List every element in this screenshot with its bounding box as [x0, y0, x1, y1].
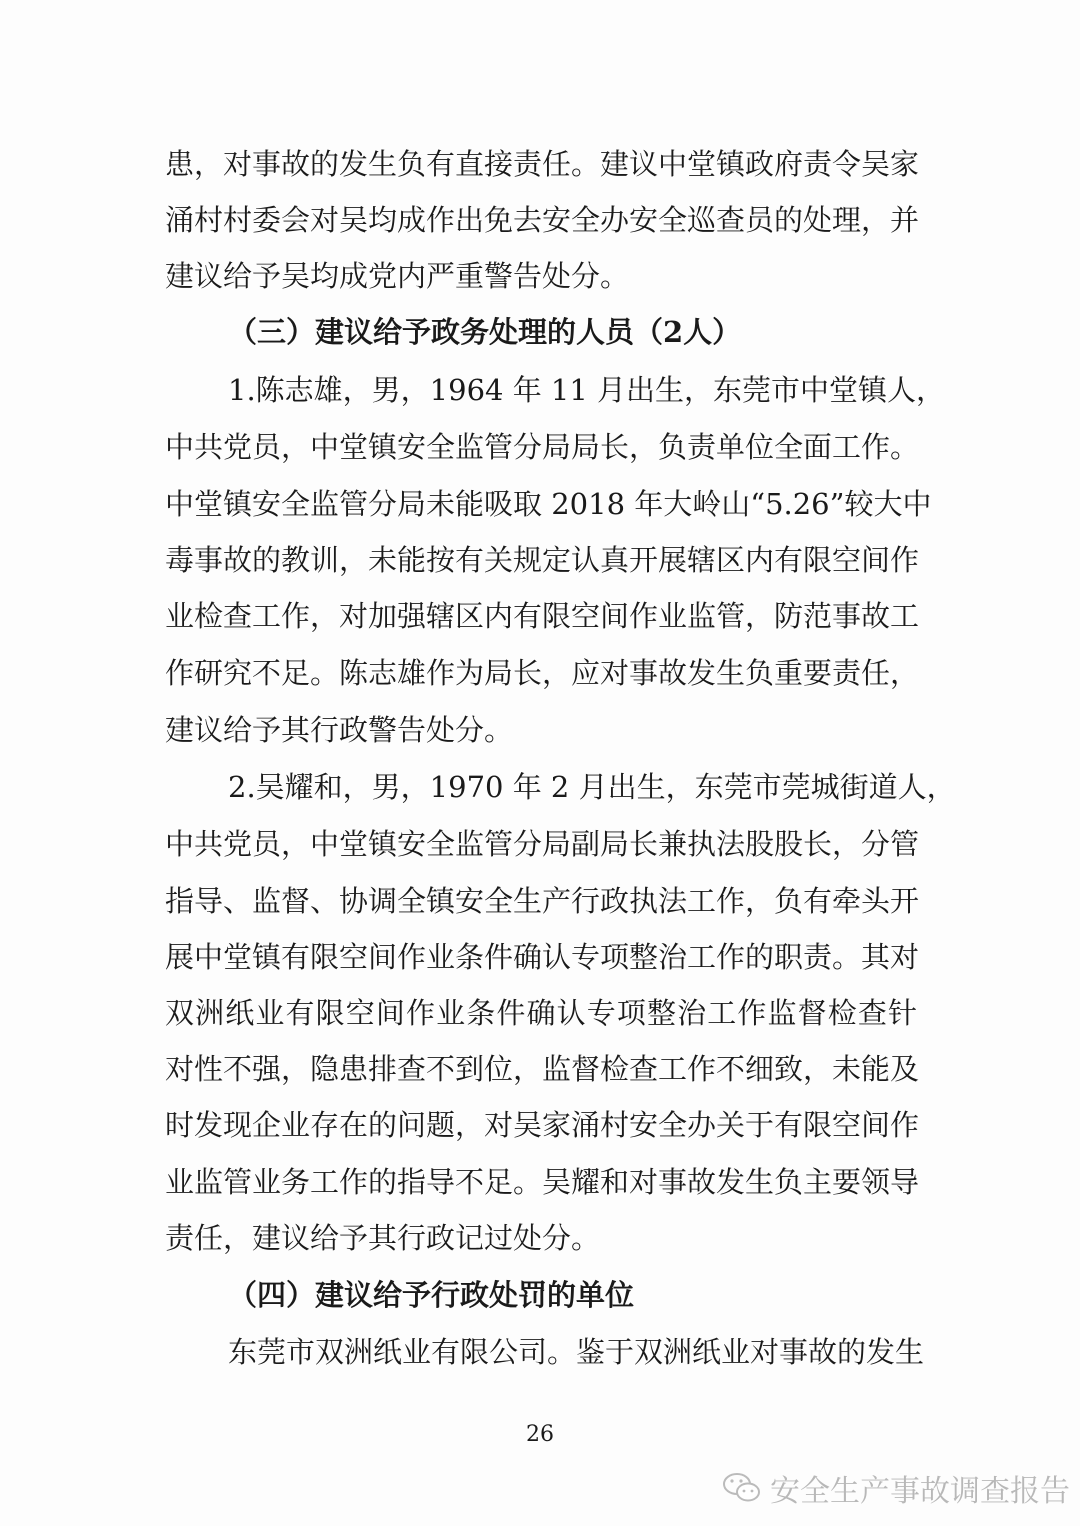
text-line: 毒事故的教训，未能按有关规定认真开展辖区内有限空间作 — [165, 543, 920, 577]
text-line: 涌村村委会对吴均成作出免去安全办安全巡查员的处理，并 — [165, 203, 920, 237]
section-heading: （三）建议给予政务处理的人员（2人） — [228, 315, 742, 349]
text-line: 展中堂镇有限空间作业条件确认专项整治工作的职责。其对 — [165, 940, 920, 974]
text-line: 东莞市双洲纸业有限公司。鉴于双洲纸业对事故的发生 — [228, 1335, 925, 1369]
text-line: 中共党员，中堂镇安全监管分局局长，负责单位全面工作。 — [165, 430, 920, 464]
text-line: 业监管业务工作的指导不足。吴耀和对事故发生负主要领导 — [165, 1165, 920, 1199]
text-line: 建议给予其行政警告处分。 — [165, 713, 514, 747]
text-line: 双洲纸业有限空间作业条件确认专项整治工作监督检查针 — [165, 996, 917, 1030]
text-line: 中堂镇安全监管分局未能吸取 2018 年大岭山“5.26”较大中 — [165, 487, 932, 521]
watermark-text: 安全生产事故调查报告 — [770, 1474, 1070, 1509]
section-heading: （四）建议给予行政处罚的单位 — [228, 1278, 635, 1312]
wechat-icon — [722, 1471, 762, 1505]
watermark — [722, 1466, 1070, 1510]
text-line: 业检查工作，对加强辖区内有限空间作业监管，防范事故工 — [165, 599, 920, 633]
text-line: 患，对事故的发生负有直接责任。建议中堂镇政府责令吴家 — [165, 147, 920, 181]
page-number: 26 — [526, 1422, 554, 1447]
text-line: 1.陈志雄，男，1964 年 11 月出生，东莞市中堂镇人， — [228, 373, 946, 407]
text-line: 中共党员，中堂镇安全监管分局副局长兼执法股股长，分管 — [165, 827, 920, 861]
text-line: 2.吴耀和，男，1970 年 2 月出生，东莞市莞城街道人， — [228, 770, 956, 804]
text-line: 建议给予吴均成党内严重警告处分。 — [165, 259, 630, 293]
text-line: 对性不强，隐患排查不到位，监督检查工作不细致，未能及 — [165, 1052, 920, 1086]
text-line: 指导、监督、协调全镇安全生产行政执法工作，负有牵头开 — [165, 884, 920, 918]
text-line: 时发现企业存在的问题，对吴家涌村安全办关于有限空间作 — [165, 1108, 920, 1142]
text-line: 作研究不足。陈志雄作为局长，应对事故发生负重要责任， — [165, 656, 920, 690]
text-line: 责任，建议给予其行政记过处分。 — [165, 1221, 601, 1255]
